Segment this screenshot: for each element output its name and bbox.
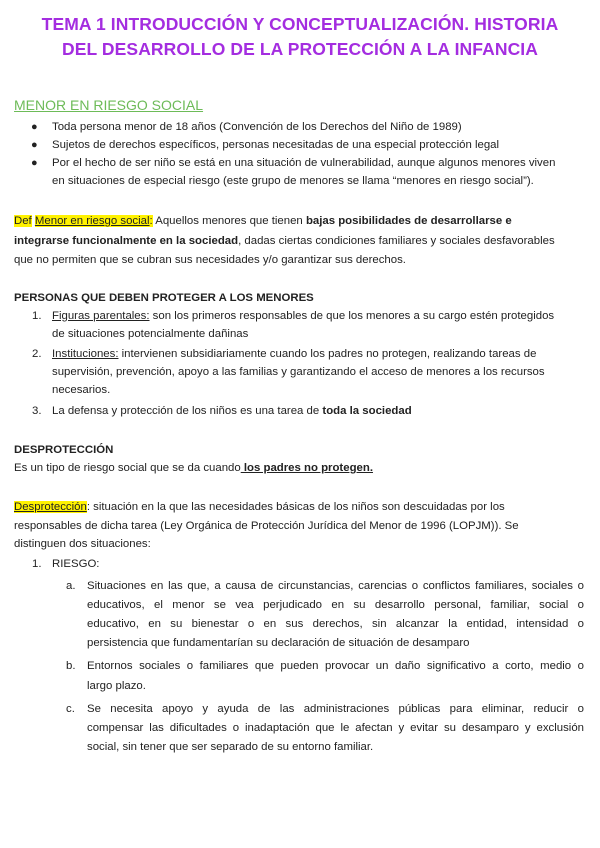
page-title [0, 12, 600, 62]
section-heading-desproteccion: DESPROTECCIÓN [14, 444, 114, 456]
bullet-icon: ● [31, 139, 38, 151]
sub-item-line: Situaciones en las que, a causa de circunstancias, carencias o conflictos familiares, sociales o [87, 580, 584, 592]
sub-item-line: persistencia que fundamentarían su declaración de situación de desamparo [87, 637, 470, 649]
desproteccion-def-line-3: distinguen dos situaciones: [14, 538, 151, 550]
section-heading-personas: PERSONAS QUE DEBEN PROTEGER A LOS MENORES [14, 292, 314, 304]
list-number: 1. [32, 310, 42, 322]
item-text: intervienen subsidiariamente cuando los padres no protegen, realizando tareas de [118, 348, 537, 360]
desproteccion-term: Desprotección [14, 501, 87, 513]
list-item-continuation: en situaciones de especial riesgo (este grupo de menores se llama “menores en riesgo social”). [52, 175, 534, 187]
definition-line-3: que no permiten que se cubran sus necesidades y/o garantizar sus derechos. [14, 254, 406, 266]
item-text: La defensa y protección de los niños es una tarea de [52, 405, 323, 417]
definition-term: Menor en riesgo social [34, 215, 150, 227]
list-item [52, 345, 536, 363]
desproteccion-def-line-2: responsables de dicha tarea (Ley Orgánica de Protección Jurídica del Menor de 1996 (LOPJM)). Se [14, 520, 519, 532]
section-heading-menor: MENOR EN RIESGO SOCIAL [14, 97, 204, 113]
definition-bold: integrarse funcionalmente en la sociedad [14, 235, 239, 247]
list-number: 3. [32, 405, 42, 417]
definition-text: Aquellos menores que tienen [152, 215, 306, 227]
item-label: Instituciones: [52, 348, 119, 360]
riesgo-label: RIESGO: [52, 558, 100, 570]
list-item [52, 307, 554, 325]
bullet-icon: ● [31, 157, 38, 169]
item-label: Figuras parentales: [52, 310, 150, 322]
sub-item-line: Se necesita apoyo y ayuda de las administraciones públicas para eliminar, reducir o [87, 703, 584, 715]
def-text: : situación en la que las necesidades básicas de los niños son descuidadas por los [86, 501, 505, 513]
sub-item-line: educativos, el menor se vea perjudicado en su desarrollo personal, familiar, social o [87, 599, 584, 611]
bullet-icon: ● [31, 121, 38, 133]
intro-text: Es un tipo de riesgo social que se da cuando [14, 462, 241, 474]
list-number: 1. [32, 558, 42, 570]
sub-item-line: educativo, en su bienestar o en sus derechos, sin alcanzar la entidad, intensidad o [87, 618, 584, 630]
title-line-1: TEMA 1 INTRODUCCIÓN Y CONCEPTUALIZACIÓN. HISTORIA [41, 14, 559, 34]
item-text: son los primeros responsables de que los menores a su cargo estén protegidos [149, 310, 555, 322]
desproteccion-intro [14, 459, 373, 477]
list-item: Sujetos de derechos específicos, personas necesitadas de una especial protección legal [52, 139, 500, 151]
sub-letter: a. [66, 580, 76, 592]
sub-item-line: social, sin tener que ser separado de su entorno familiar. [87, 741, 374, 753]
sub-item-line: compensar las dificultades o inadaptación que le afectan y evitar su desamparo y exclusión [87, 722, 584, 734]
list-item [52, 402, 412, 420]
list-item-continuation: necesarios. [52, 384, 111, 396]
list-item-continuation: de situaciones potencialmente dañinas [52, 328, 249, 340]
intro-bold: los padres no protegen. [240, 462, 373, 474]
desproteccion-def-line-1 [14, 498, 505, 516]
sub-item-line: largo plazo. [87, 680, 146, 692]
definition-bold: bajas posibilidades de desarrollarse e [305, 215, 512, 227]
list-item: Por el hecho de ser niño se está en una situación de vulnerabilidad, aunque algunos menores viven [52, 157, 556, 169]
list-item: Toda persona menor de 18 años (Convención de los Derechos del Niño de 1989) [52, 121, 462, 133]
definition-colon: : [149, 215, 153, 227]
title-line-2: DEL DESARROLLO DE LA PROTECCIÓN A LA INFANCIA [61, 39, 539, 59]
list-number: 2. [32, 348, 42, 360]
definition-text: , dadas ciertas condiciones familiares y sociales desfavorables [238, 235, 555, 247]
definition-line-1 [14, 212, 512, 230]
item-bold: toda la sociedad [322, 405, 412, 417]
list-item-continuation: supervisión, prevención, apoyo a las familias y garantizando el acceso de menores a los recursos [52, 366, 545, 378]
sub-letter: c. [66, 703, 75, 715]
sub-letter: b. [66, 660, 76, 672]
sub-item-line: Entornos sociales o familiares que pueden provocar un daño significativo a corto, medio o [87, 660, 584, 672]
definition-line-2 [14, 232, 555, 250]
def-label: Def [14, 215, 32, 227]
